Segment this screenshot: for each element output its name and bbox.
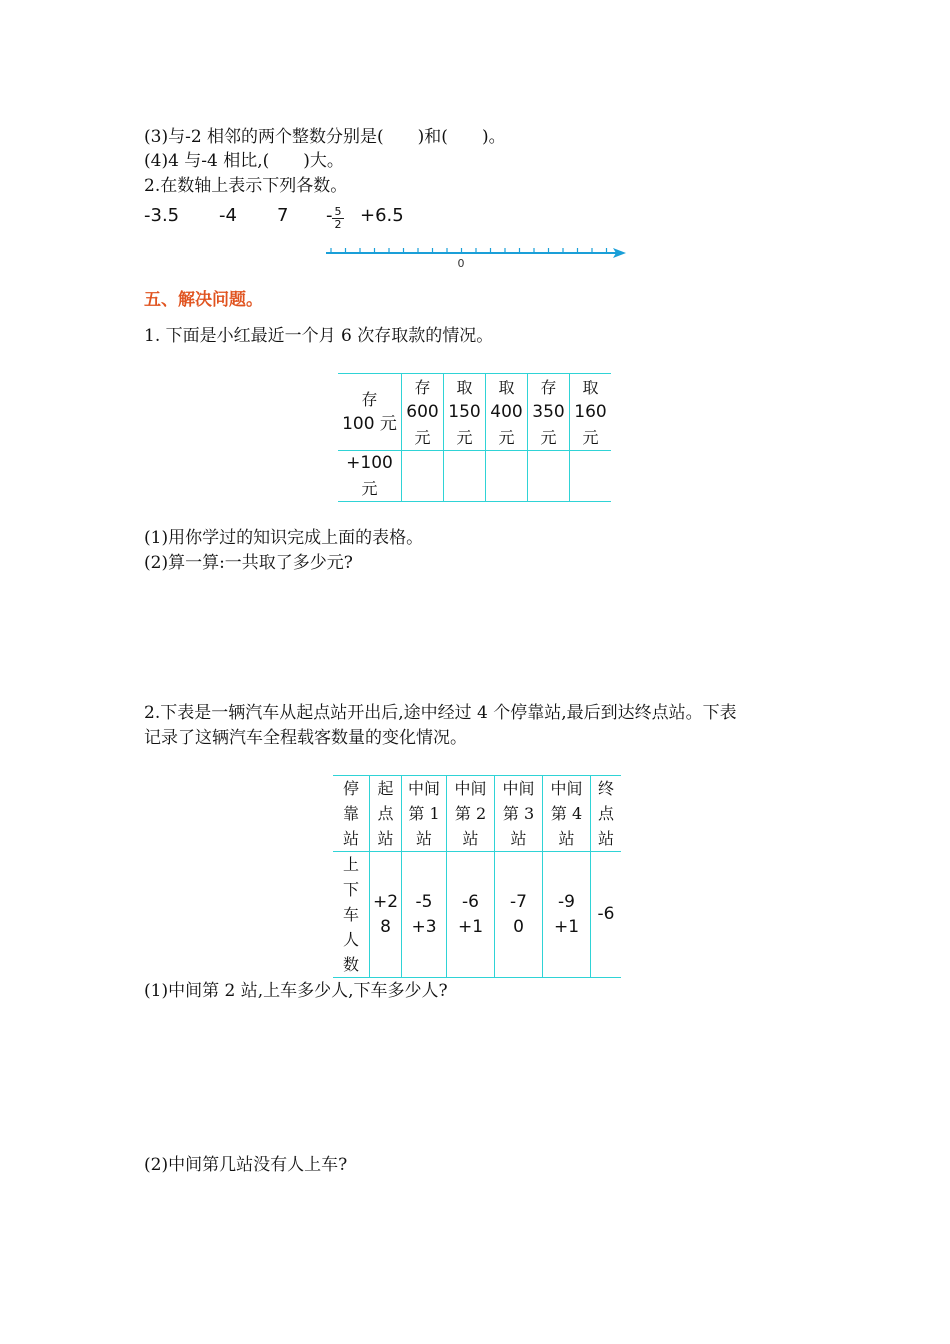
table-cell: -5 +3 (402, 852, 447, 978)
table-cell: 存 100 元 (338, 374, 402, 451)
table-cell[interactable] (402, 451, 444, 502)
problem-1-question-2: (2)算一算:一共取了多少元? (144, 553, 353, 573)
fraction-numerator: 5 (334, 205, 342, 218)
table-cell: 存 350 元 (528, 374, 570, 451)
table-cell: -9 +1 (543, 852, 591, 978)
problem-2-intro-line-2: 记录了这辆汽车全程载客数量的变化情况。 (144, 728, 467, 748)
table-cell[interactable] (444, 451, 486, 502)
table-cell: 终 点 站 (591, 776, 622, 852)
table-cell: 中间 第 3 站 (495, 776, 543, 852)
table-cell: 存 600 元 (402, 374, 444, 451)
number-axis (320, 240, 630, 270)
problem-2-question-2: (2)中间第几站没有人上车? (144, 1155, 348, 1175)
table-cell: +2 8 (370, 852, 402, 978)
table-row (338, 374, 611, 451)
question-4: (4)4 与-4 相比,( )大。 (144, 151, 344, 171)
table-deposit (338, 373, 611, 502)
axis-zero-label: 0 (457, 257, 465, 270)
problem-2-question-1: (1)中间第 2 站,上车多少人,下车多少人? (144, 981, 448, 1001)
table-cell: -6 +1 (447, 852, 495, 978)
table-cell[interactable] (486, 451, 528, 502)
section-5-heading: 五、解决问题。 (144, 290, 263, 310)
fraction-sign: - (326, 205, 333, 226)
problem-1-question-1: (1)用你学过的知识完成上面的表格。 (144, 528, 424, 548)
table-cell: 取 160 元 (570, 374, 612, 451)
fraction-denominator: 2 (332, 218, 344, 231)
table-cell[interactable] (570, 451, 612, 502)
table-cell: +100 元 (338, 451, 402, 502)
table-cell: 起 点 站 (370, 776, 402, 852)
number-item: +6.5 (360, 205, 404, 226)
question-2-title: 2.在数轴上表示下列各数。 (144, 176, 348, 196)
table-row (333, 776, 621, 852)
number-item: -4 (219, 205, 237, 226)
table-cell: 中间 第 1 站 (402, 776, 447, 852)
problem-2-intro-line-1: 2.下表是一辆汽车从起点站开出后,途中经过 4 个停靠站,最后到达终点站。下表 (144, 703, 737, 723)
number-item: -3.5 (144, 205, 180, 226)
table-cell: -6 (591, 852, 622, 978)
table-cell: -7 0 (495, 852, 543, 978)
table-row (333, 852, 621, 978)
number-item: 7 (277, 205, 289, 226)
table-row (338, 451, 611, 502)
table-cell[interactable] (528, 451, 570, 502)
table-cell: 取 150 元 (444, 374, 486, 451)
question-3: (3)与-2 相邻的两个整数分别是( )和( )。 (144, 127, 506, 147)
table-cell: 上 下 车 人 数 (333, 852, 370, 978)
table-cell: 停 靠 站 (333, 776, 370, 852)
problem-1-intro: 1. 下面是小红最近一个月 6 次存取款的情况。 (144, 326, 494, 346)
table-cell: 中间 第 4 站 (543, 776, 591, 852)
table-bus (333, 775, 621, 978)
table-cell: 中间 第 2 站 (447, 776, 495, 852)
fraction (332, 206, 344, 231)
table-cell: 取 400 元 (486, 374, 528, 451)
